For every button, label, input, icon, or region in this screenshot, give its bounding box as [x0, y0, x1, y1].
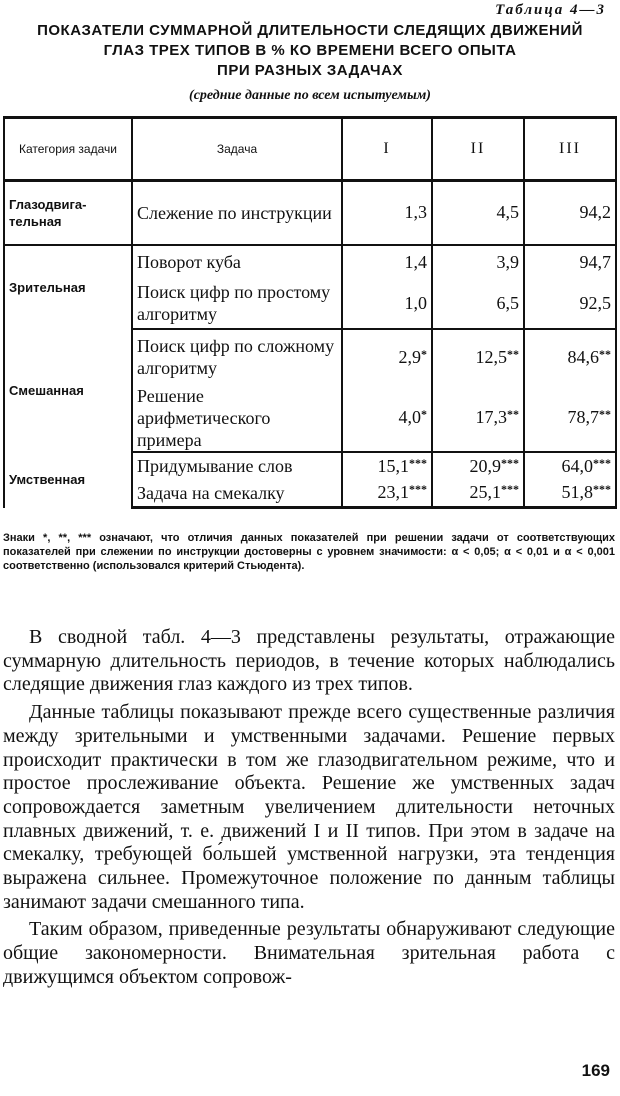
significance-mark: **: [599, 407, 611, 421]
value-cell: [342, 385, 432, 452]
task-cell: Придумывание слов: [132, 452, 342, 480]
value-cell: [524, 452, 616, 480]
table-row: [4, 452, 616, 480]
value-text: 94,7: [579, 251, 611, 272]
value-text: 23,1: [377, 482, 409, 503]
paragraph: Данные таблицы показывают прежде всего существенные различия между зрительными и умственными задачами. Решение первых происходит практически в том же глазодвигательном режиме, что и простое прослеживание объекта. Решение же умственных задач сопровождается заметным увеличением длительности неточных плавных движений, т. е. движений I и II типов. При этом в задаче на смекалку, требующей бо́льшей умственной нагрузки, эта тенденция выражена сильнее. Промежуточное положение по данным таблицы занимают задачи смешанного типа.: [3, 701, 615, 913]
value-text: 51,8: [561, 482, 593, 503]
table-header-row: [4, 118, 616, 181]
value-text: 4,5: [496, 202, 519, 223]
significance-mark: *: [421, 346, 427, 361]
value-cell: [432, 452, 524, 480]
value-text: 4,0: [398, 407, 421, 427]
header-task: Задача: [132, 118, 342, 181]
paragraph: Таким образом, приведенные результаты обнаруживают следующие общие закономерности. Внимательная зрительная работа с движущимся объектом сопровож-: [3, 918, 615, 988]
significance-mark: ***: [409, 482, 427, 497]
value-cell: [342, 329, 432, 385]
value-cell: [432, 181, 524, 245]
table-row: [4, 181, 616, 245]
value-cell: [342, 480, 432, 508]
value-text: 94,2: [579, 202, 611, 223]
paragraph: В сводной табл. 4—3 представлены результаты, отражающие суммарную длительность периодов, в течение которых наблюдались следящие движения глаз каждого из трех типов.: [3, 626, 615, 696]
value-cell: [524, 181, 616, 245]
value-text: 1,4: [404, 251, 427, 272]
category-cell: Глазодвига-тельная: [4, 181, 132, 245]
significance-mark: ***: [409, 455, 427, 470]
table-number-label: Таблица 4—3: [495, 2, 606, 18]
value-text: 15,1: [377, 455, 409, 476]
task-cell: Поворот куба: [132, 245, 342, 279]
task-cell: Решение арифметического примера: [132, 385, 342, 452]
value-cell: [342, 245, 432, 279]
value-cell: [432, 480, 524, 508]
value-text: 25,1: [469, 482, 501, 503]
significance-mark: ***: [593, 482, 611, 497]
value-text: 84,6: [567, 346, 599, 367]
significance-mark: ***: [501, 455, 519, 470]
header-type-1: I: [342, 118, 432, 181]
significance-mark: **: [507, 346, 519, 361]
table-title-line: ПРИ РАЗНЫХ ЗАДАЧАХ: [217, 62, 403, 79]
value-cell: [524, 245, 616, 279]
header-type-3: III: [524, 118, 616, 181]
value-text: 2,9: [398, 346, 421, 367]
value-cell: [524, 480, 616, 508]
value-text: 92,5: [579, 292, 611, 313]
table-footnote: Знаки *, **, *** означают, что отличия данных показателей при решении задачи от соответствующих показателей при слежении по инструкции достоверны с уровнем значимости: α < 0,05; α < 0,01 и α < 0,001 соответственно (использовался критерий Стьюдента).: [3, 532, 615, 572]
significance-mark: ***: [593, 455, 611, 470]
value-cell: [524, 279, 616, 329]
body-text: [3, 626, 615, 990]
value-text: 17,3: [475, 407, 507, 427]
value-text: 3,9: [496, 251, 519, 272]
value-text: 1,0: [404, 292, 427, 313]
table-row: [4, 329, 616, 385]
task-cell: Поиск цифр по сложному алгоритму: [132, 329, 342, 385]
table-title-line: ПОКАЗАТЕЛИ СУММАРНОЙ ДЛИТЕЛЬНОСТИ СЛЕДЯЩИХ ДВИЖЕНИЙ: [37, 22, 583, 39]
value-text: 78,7: [567, 407, 599, 427]
value-text: 6,5: [496, 292, 519, 313]
task-cell: Задача на смекалку: [132, 480, 342, 508]
category-cell: Смешанная: [4, 329, 132, 452]
value-cell: [432, 385, 524, 452]
value-cell: [432, 329, 524, 385]
category-cell: Умственная: [4, 452, 132, 508]
header-category: Категория задачи: [4, 118, 132, 181]
header-type-2: II: [432, 118, 524, 181]
value-text: 1,3: [404, 202, 427, 223]
table-row: [4, 245, 616, 279]
significance-mark: ***: [501, 482, 519, 497]
table-title-line: ГЛАЗ ТРЕХ ТИПОВ В % КО ВРЕМЕНИ ВСЕГО ОПЫТА: [103, 42, 517, 59]
value-text: 64,0: [561, 455, 593, 476]
value-cell: [524, 385, 616, 452]
table-title: [0, 21, 620, 81]
value-cell: [524, 329, 616, 385]
significance-mark: **: [507, 407, 519, 421]
value-cell: [432, 245, 524, 279]
value-cell: [342, 452, 432, 480]
significance-mark: *: [421, 407, 427, 421]
task-cell: Слежение по инструкции: [132, 181, 342, 245]
value-text: 20,9: [469, 455, 501, 476]
value-cell: [342, 279, 432, 329]
table-subtitle: (средние данные по всем испытуемым): [189, 88, 431, 103]
value-cell: [342, 181, 432, 245]
value-text: 12,5: [475, 346, 507, 367]
task-cell: Поиск цифр по простому алгоритму: [132, 279, 342, 329]
category-cell: Зрительная: [4, 245, 132, 329]
page-number: 169: [581, 1061, 610, 1080]
eye-movement-table: [3, 116, 617, 509]
significance-mark: **: [599, 346, 611, 361]
value-cell: [432, 279, 524, 329]
